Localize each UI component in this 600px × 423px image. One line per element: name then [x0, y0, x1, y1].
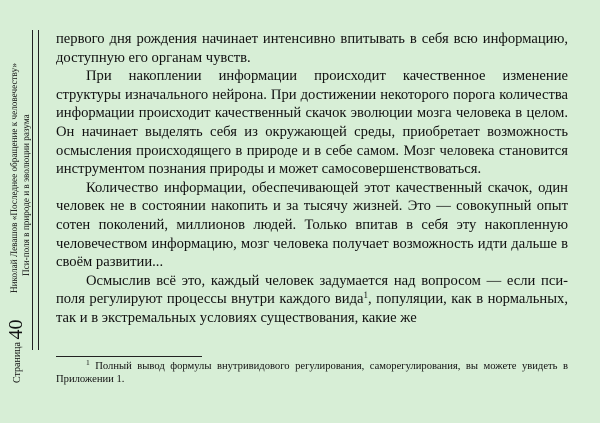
footnote-text: Полный вывод формулы внутривидового регулирования, саморегулирования, вы можете увидеть в Приложении 1. — [56, 361, 568, 385]
running-header-topic: Пси-поля в природе и в эволюции разума — [21, 114, 31, 276]
page-word: Страница — [12, 342, 23, 383]
running-header-author: Николай Левашов «Последнее обращение к человечеству» — [9, 63, 19, 293]
paragraph-text: , популяции, как в нормальных, так и в экстремальных условиях существования, какие же — [56, 291, 568, 326]
page-number-label — [6, 320, 28, 383]
footnote-separator — [56, 356, 202, 357]
paragraph — [56, 272, 568, 328]
page-sidebar — [0, 0, 46, 423]
footnote-reference[interactable]: 1 — [363, 290, 368, 301]
paragraph: При накоплении информации происходит качественное изменение структуры изначального нейрона. При достижении некоторого порога количества информации происходит качественный скачок эволюции мозга человека в целом. Он начинает выделять себя из окружающей среды, приобретает возможность осмысления происходящего в природе и в себе самом. Мозг человека становится инструментом познания природы и может самосовершенствоваться. — [56, 68, 568, 178]
paragraph: первого дня рождения начинает интенсивно впитывать в себя всю информацию, доступную его органам чувств. — [56, 31, 568, 66]
paragraph: Количество информации, обеспечивающей этот качественный скачок, один человек не в состоянии накопить и за тысячу жизней. Это — совокупный опыт сотен поколений, миллионов людей. Только впитав в себя эту накопленную человечеством информацию, мозг человека получает возможность идти дальше в своём развитии... — [56, 179, 568, 271]
sidebar-divider-line — [38, 30, 39, 350]
footnote-marker: 1 — [86, 358, 90, 367]
sidebar-divider-line — [32, 30, 33, 350]
main-text — [56, 30, 568, 328]
paragraph-text: Осмыслив всё это, каждый человек задумается над вопросом — если пси-поля регулируют процессы внутри каждого вида — [56, 272, 568, 308]
footnote — [56, 360, 568, 386]
page-number: 40 — [5, 319, 27, 340]
